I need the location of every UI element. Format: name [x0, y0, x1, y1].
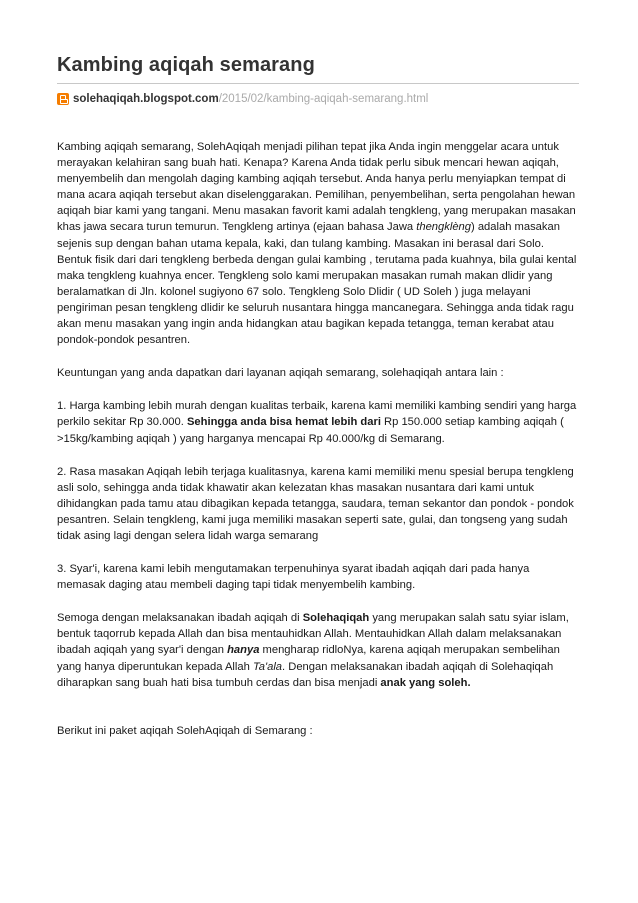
page-title: Kambing aqiqah semarang	[57, 54, 315, 76]
paragraph-benefit-1: 1. Harga kambing lebih murah dengan kualitas terbaik, karena kami memiliki kambing sendiri yang harga perkilo sekitar Rp 30.000. Sehingga anda bisa hemat lebih dari Rp 150.000 setiap kambing aqiqah ( >15kg/kambing aqiqah ) yang harganya mencapai Rp 40.000/kg di Semarang.	[57, 400, 577, 445]
bold-anak-soleh: anak yang soleh.	[380, 676, 471, 689]
source-path: /2015/02/kambing-aqiqah-semarang.html	[218, 93, 429, 105]
italic-taala: Ta'ala	[252, 660, 283, 673]
bold-brand: Solehaqiqah	[302, 612, 370, 625]
paragraph-benefits-intro: Keuntungan yang anda dapatkan dari layanan aqiqah semarang, solehaqiqah antara lain :	[57, 367, 504, 380]
source-link[interactable]	[73, 92, 428, 106]
italic-term: thengklèng	[416, 221, 471, 234]
paragraph-closing: Semoga dengan melaksanakan ibadah aqiqah di Solehaqiqah yang merupakan salah satu syiar islam, bentuk taqorrub kepada Allah dan bisa mentauhidkan Allah. Mentauhidkan Allah dalam melaksanakan ibadah aqiqah yang syar'i dengan hanya mengharap ridloNya, karena aqiqah merupakan sembelihan yang hanya diperuntukan kepada Allah Ta'ala. Dengan melaksanakan ibadah aqiqah di Solehaqiqah diharapkan sang buah hati bisa tumbuh cerdas dan bisa menjadi anak yang soleh.	[57, 612, 569, 689]
blogger-icon	[57, 93, 69, 105]
document-page	[57, 52, 579, 739]
paragraph-intro: Kambing aqiqah semarang, SolehAqiqah menjadi pilihan tepat jika Anda ingin menggelar acara untuk merayakan kelahiran sang buah hati. Kenapa? Karena Anda tidak perlu sibuk mencari hewan aqiqah, menyembelih dan mengolah daging kambing aqiqah tersebut. Anda hanya perlu menyiapkan tempat di mana acara aqiqah tersebut akan diselenggarakan. Pemilihan, penyembelihan, serta pengolahan hewan aqiqah biar kami yang tangani. Menu masakan favorit kami adalah tengkleng, yang merupakan masakan khas jawa secara turun temurun. Tengkleng artinya (ejaan bahasa Jawa thengklèng) adalah masakan sejenis sup dengan bahan utama kepala, kaki, dan tulang kambing. Masakan ini berasal dari Solo. Bentuk fisik dari dari tengkleng berbeda dengan gulai kambing , terutama pada kuahnya, bila gulai kental maka tengkleng kuahnya encer. Tengkleng solo kami merupakan masakan rumah makan dlidir yang beralamatkan di Jln. kolonel sugiyono 67 solo. Tengkleng Solo Dlidir ( UD Soleh ) juga melayani pengiriman pesan tengkleng dlidir ke seluruh nusantara hingga mancanegara. Sehingga anda tidak ragu akan menu masakan yang ingin anda hidangkan atau bagikan kepada tetangga, teman kerabat atau pondok-pondok pesantren.	[57, 141, 577, 347]
source-domain: solehaqiqah.blogspot.com	[73, 93, 219, 105]
source-line	[57, 92, 579, 106]
bolditalic-hanya: hanya	[227, 644, 260, 657]
title-divider	[57, 83, 579, 84]
article-body	[57, 139, 579, 739]
paragraph-benefit-2: 2. Rasa masakan Aqiqah lebih terjaga kualitasnya, karena kami memiliki menu spesial berupa tengkleng asli solo, sehingga anda tidak khawatir akan kelezatan khas masakan nusantara dari kami untuk dihidangkan pada tamu atau dibagikan kepada tetangga, saudara, teman sekantor dan pondok - pondok pesantren. Selain tengkleng, kami juga memiliki masakan seperti sate, gulai, dan tongseng yang sudah tidak asing lagi dengan selera lidah warga semarang	[57, 465, 574, 542]
paragraph-package-intro: Berikut ini paket aqiqah SolehAqiqah di Semarang :	[57, 724, 313, 737]
bold-highlight: Sehingga anda bisa hemat lebih dari	[186, 416, 381, 429]
paragraph-benefit-3: 3. Syar'i, karena kami lebih mengutamakan terpenuhinya syarat ibadah aqiqah dari pada hanya memasak daging atau membeli daging tapi tidak menyembelih kambing.	[57, 563, 530, 592]
